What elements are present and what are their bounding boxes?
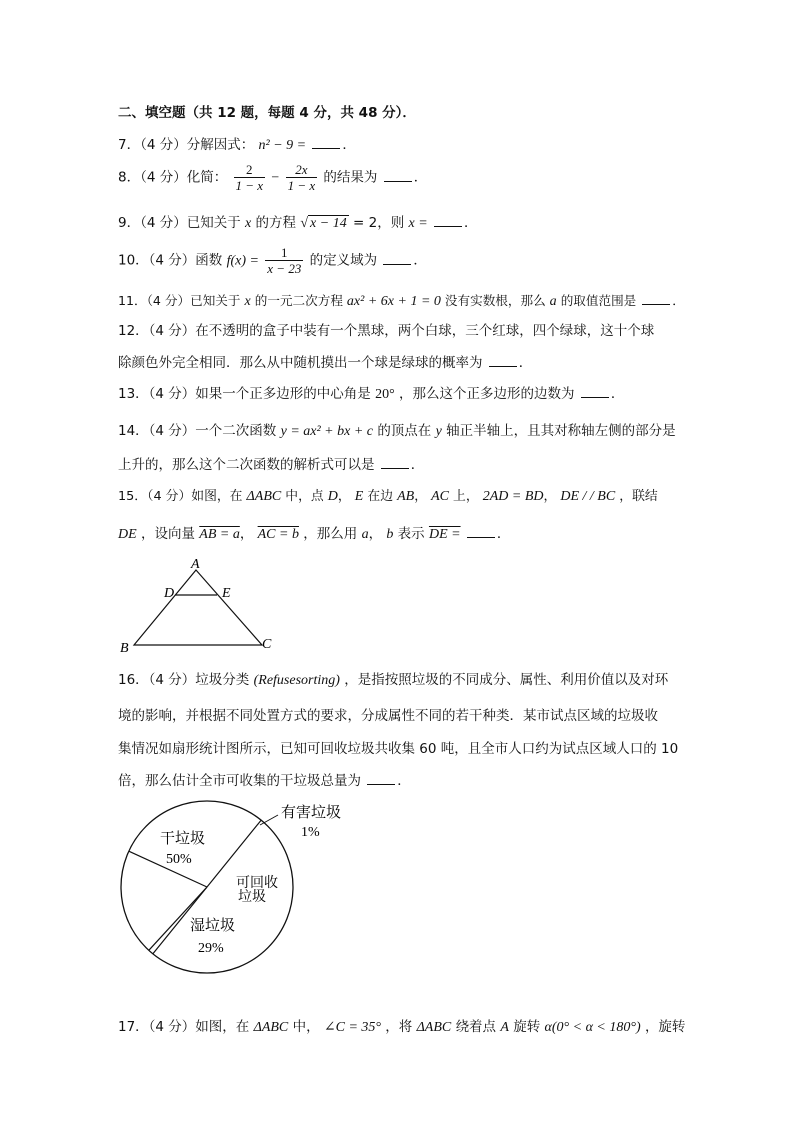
question-16-line-1 [118,671,668,690]
q15-e: ，联结 [619,489,658,504]
q8-f1-numerator: 2 [246,162,253,177]
q14-mid: 的顶点在 [377,423,432,439]
q10-end: ． [413,252,427,269]
q10-denominator: x − 23 [267,261,302,276]
label-wet-percent: 29% [198,941,224,956]
pie-chart [110,795,370,985]
q13-end: ． [610,386,625,402]
q15-comma4: ， [368,526,383,542]
question-16-line-3: 集情况如扇形统计图所示，已知可回收垃圾共收集 60 吨，且全市人口约为试点区域人口的 10 [118,741,679,757]
question-11 [118,292,685,311]
q13-answer-blank[interactable] [581,385,609,398]
q15-vector-ac: AC = b [257,527,299,542]
q17-prefix: 17．（4 分）如图，在 [118,1019,250,1035]
q11-tail2: 的取值范围是 [560,293,637,308]
triangle-abc [134,570,262,645]
q17-point-a: A [500,1020,509,1035]
q16-answer-blank[interactable] [367,772,395,785]
q7-prefix: 7．（4 分）分解因式： [118,137,255,153]
question-12-line-1: 12．（4 分）在不透明的盒子中装有一个黑球，两个白球，三个红球，四个绿球，这十个球 [118,323,655,339]
question-15-line-2 [118,525,510,544]
q15-d: 上， [453,489,479,504]
q8-fraction-2 [286,162,318,193]
q14-expression: y = ax² + bx + c [280,424,374,439]
q12-line2: 除颜色外完全相同．那么从中随机摸出一个球是绿球的概率为 [118,355,483,371]
q9-sqrt: √ x − 14 [300,216,347,231]
label-b: B [120,641,129,655]
q15-parallel: DE / / BC [560,489,616,504]
label-e: E [222,586,231,601]
q8-answer-blank[interactable] [384,169,412,182]
q15-relation: 2AD = BD [482,489,544,504]
q10-fx: f(x) = [226,253,259,269]
q15-vector-ab: AB = a [199,527,240,542]
q15-point-d: D [327,489,338,504]
triangle-figure [110,555,290,655]
q15-vector-de: DE = [428,527,461,542]
q11-tail: 没有实数根，那么 [444,293,546,308]
q12-answer-blank[interactable] [489,354,517,367]
q12-end: ． [518,355,533,371]
hazardous-leader-line [260,815,278,825]
q13-suffix: ，那么这个正多边形的边数为 [399,386,575,402]
q9-mid: 的方程 [255,215,297,231]
q8-f1-denominator: 1 − x [235,178,264,193]
q11-var: x [244,294,251,309]
label-recyclable-line-2: 垃圾 [238,890,266,905]
q10-prefix: 10．（4 分）函数 [118,252,223,269]
q7-answer-blank[interactable] [312,136,340,149]
q9-end: ． [463,215,478,231]
q11-answer-blank[interactable] [642,292,670,305]
q11-mid: 的一元二次方程 [254,293,343,308]
q8-prefix: 8．（4 分）化简： [118,169,228,186]
question-13 [118,385,624,404]
q17-triangle-2: ΔABC [416,1020,452,1035]
q17-triangle: ΔABC [253,1020,289,1035]
q9-answer-blank[interactable] [434,214,462,227]
q17-mid3: 绕着点 [455,1019,497,1035]
q15-point-e: E [354,489,364,504]
q16-line1-a: 16．（4 分）垃圾分类 [118,672,250,688]
q13-prefix: 13．（4 分）如果一个正多边形的中心角是 [118,386,371,402]
q11-expression: ax² + 6x + 1 = 0 [346,294,441,309]
q9-radicand: x − 14 [310,216,347,231]
q10-numerator: 1 [281,245,288,260]
q14-prefix: 14．（4 分）一个二次函数 [118,423,277,439]
q9-x-eq: x = [408,216,428,231]
q13-angle: 20° [375,387,395,402]
q11-prefix: 11．（4 分）已知关于 [118,293,241,308]
label-d: D [164,586,175,601]
q17-alpha: α(0° < α < 180°) [544,1020,641,1035]
q17-mid4: 旋转 [513,1019,541,1035]
question-12-line-2 [118,354,532,372]
q9-prefix: 9．（4 分）已知关于 [118,215,241,231]
q9-eq: = 2，则 [353,215,405,231]
q8-end: ． [413,169,428,186]
label-a: A [191,557,200,572]
q15-comma2: ， [543,489,557,504]
q16-english: (Refusesorting) [253,673,340,688]
q10-answer-blank[interactable] [383,252,411,265]
question-14-line-2 [118,456,424,474]
q14-y: y [435,424,442,439]
question-17 [118,1018,685,1037]
q8-minus: − [271,170,280,186]
section-header: 二、填空题（共 12 题，每题 4 分，共 48 分）． [118,105,416,121]
q15-line2-b: ，设向量 [140,526,195,542]
q16-line4: 倍，那么估计全市可收集的干垃圾总量为 [118,773,361,789]
q15-b: 中，点 [285,489,324,504]
label-hazardous: 有害垃圾 [281,805,342,821]
q15-vec-a: a [361,527,369,542]
q14-tail: 轴正半轴上，且其对称轴左侧的部分是 [446,423,676,439]
q11-a: a [549,294,557,309]
label-dry-percent: 50% [166,852,192,867]
q8-f2-numerator: 2x [295,162,308,177]
q7-expression: n² − 9 = [258,138,307,153]
q14-line2: 上升的，那么这个二次函数的解析式可以是 [118,457,375,473]
q17-angle: ∠C = 35° [323,1020,381,1035]
question-8 [118,162,427,193]
q15-de: DE [118,527,137,542]
q15-ab: AB [397,489,415,504]
label-c: C [262,637,272,652]
question-16-line-4 [118,772,411,790]
question-14-line-1 [118,422,676,441]
label-hazardous-percent: 1% [301,825,320,840]
q15-line2-c: ，那么用 [303,526,358,542]
q15-answer-blank[interactable] [467,525,495,538]
q10-suffix: 的定义域为 [309,252,378,269]
q15-vec-b: b [386,527,394,542]
q17-end: ，旋转 [644,1019,686,1035]
question-10 [118,245,427,276]
question-9 [118,214,477,233]
q8-fraction-1 [234,162,266,193]
q17-mid2: ，将 [385,1019,413,1035]
q10-fraction [265,245,303,276]
q7-end: ． [342,137,356,153]
q14-answer-blank[interactable] [381,456,409,469]
q16-line1-b: ，是指按照垃圾的不同成分、属性、利用价值以及对环 [344,672,669,688]
q15-comma: ， [337,489,351,504]
label-wet: 湿垃圾 [190,918,236,934]
q15-ac: AC [431,489,449,504]
q15-triangle: ΔABC [246,489,282,504]
q11-end: ． [672,293,685,308]
q9-var: x [245,216,252,231]
label-dry: 干垃圾 [160,831,206,847]
q14-end: ． [410,457,425,473]
q16-end: ． [397,773,411,789]
label-recyclable-line-1: 可回收 [236,876,278,891]
q15-a: 15．（4 分）如图，在 [118,489,243,504]
q15-end: ． [496,526,511,542]
q15-sep: ， [414,489,427,504]
q15-comma3: ， [239,526,254,542]
q15-c: 在边 [367,489,393,504]
q8-f2-denominator: 1 − x [287,178,316,193]
q17-mid: 中， [292,1019,320,1035]
question-15-line-1 [118,488,658,506]
question-7 [118,136,356,155]
q15-line2-d: 表示 [397,526,425,542]
question-16-line-2: 境的影响，并根据不同处置方式的要求，分成属性不同的若干种类．某市试点区域的垃圾收 [118,708,658,724]
q8-suffix: 的结果为 [323,169,378,186]
